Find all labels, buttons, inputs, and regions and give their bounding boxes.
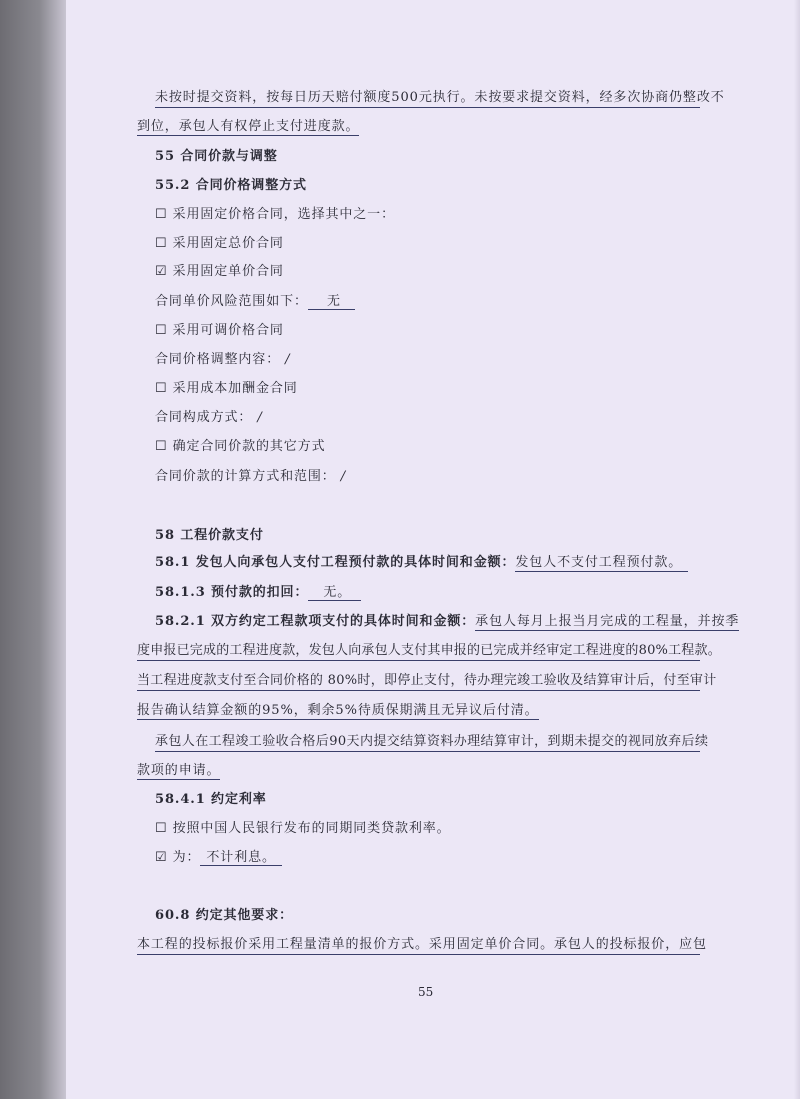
text-line: 未按时提交资料，按每日历天赔付额度500元执行。未按要求提交资料，经多次协商仍整改不 bbox=[155, 90, 700, 108]
option-pboc-rate: ☐ 按照中国人民银行发布的同期同类贷款利率。 bbox=[155, 821, 451, 836]
value: 无。 bbox=[308, 585, 361, 601]
section-heading-58-4-1: 58.4.1 约定利率 bbox=[155, 792, 267, 807]
option-fixed-total: ☐ 采用固定总价合同 bbox=[155, 236, 284, 251]
label: 58.1 发包人向承包人支付工程预付款的具体时间和金额： bbox=[155, 555, 516, 570]
page-edge bbox=[794, 0, 800, 1099]
value: / bbox=[280, 352, 291, 367]
option-interest bbox=[155, 850, 282, 866]
value: 承包人每月上报当月完成的工程量，并按季 bbox=[475, 614, 740, 629]
value: 无 bbox=[308, 294, 355, 310]
section-heading-58: 58 工程价款支付 bbox=[155, 528, 264, 543]
text-line: 度申报已完成的工程进度款，发包人向承包人支付其申报的已完成并经审定工程进度的80%工程款。 bbox=[137, 643, 700, 661]
clause-58-1 bbox=[155, 555, 688, 571]
value: 发包人不支付工程预付款。 bbox=[515, 555, 688, 572]
label: 58.2.1 双方约定工程款项支付的具体时间和金额： bbox=[155, 614, 476, 629]
calc-method bbox=[155, 469, 346, 485]
section-heading-60-8: 60.8 约定其他要求： bbox=[155, 908, 293, 923]
clause-58-2-1 bbox=[155, 614, 739, 630]
underlined-text: 款项的申请。 bbox=[137, 763, 221, 778]
text-line bbox=[137, 763, 220, 779]
text-line bbox=[137, 703, 539, 719]
underlined-text: 到位，承包人有权停止支付进度款。 bbox=[137, 119, 360, 134]
label: 合同构成方式： bbox=[155, 410, 253, 425]
adjust-content bbox=[155, 352, 290, 368]
label: ☑ 为： bbox=[155, 850, 201, 865]
composition bbox=[155, 410, 263, 426]
option-fixed-price: ☐ 采用固定价格合同，选择其中之一： bbox=[155, 207, 395, 222]
option-adjustable: ☐ 采用可调价格合同 bbox=[155, 323, 284, 338]
value: 不计利息。 bbox=[200, 850, 282, 866]
option-fixed-unit: ☑ 采用固定单价合同 bbox=[155, 264, 284, 279]
label: 58.1.3 预付款的扣回： bbox=[155, 585, 309, 600]
value: / bbox=[252, 410, 263, 425]
text-line: 承包人在工程竣工验收合格后90天内提交结算资料办理结算审计，到期未提交的视同放弃后续 bbox=[155, 734, 700, 752]
label: 合同单价风险范围如下： bbox=[155, 294, 308, 309]
label: 合同价款的计算方式和范围： bbox=[155, 469, 336, 484]
text-line: 本工程的投标报价采用工程量清单的报价方式。采用固定单价合同。承包人的投标报价，应包 bbox=[137, 937, 700, 955]
label: 合同价格调整内容： bbox=[155, 352, 281, 367]
underlined-text: 报告确认结算金额的95%，剩余5%待质保期满且无异议后付清。 bbox=[137, 703, 539, 718]
value: / bbox=[335, 469, 347, 484]
text-line: 当工程进度款支付至合同价格的 80%时，即停止支付，待办理完竣工验收及结算审计后，付至审计 bbox=[137, 673, 700, 691]
clause-58-1-3 bbox=[155, 585, 361, 601]
text-line bbox=[137, 119, 359, 135]
section-heading-55-2: 55.2 合同价格调整方式 bbox=[155, 178, 307, 193]
page-number: 55 bbox=[418, 985, 434, 999]
option-cost-plus: ☐ 采用成本加酬金合同 bbox=[155, 381, 298, 396]
option-other: ☐ 确定合同价款的其它方式 bbox=[155, 439, 326, 454]
binding-shadow bbox=[0, 0, 66, 1099]
section-heading-55: 55 合同价款与调整 bbox=[155, 149, 278, 164]
risk-range bbox=[155, 294, 355, 310]
